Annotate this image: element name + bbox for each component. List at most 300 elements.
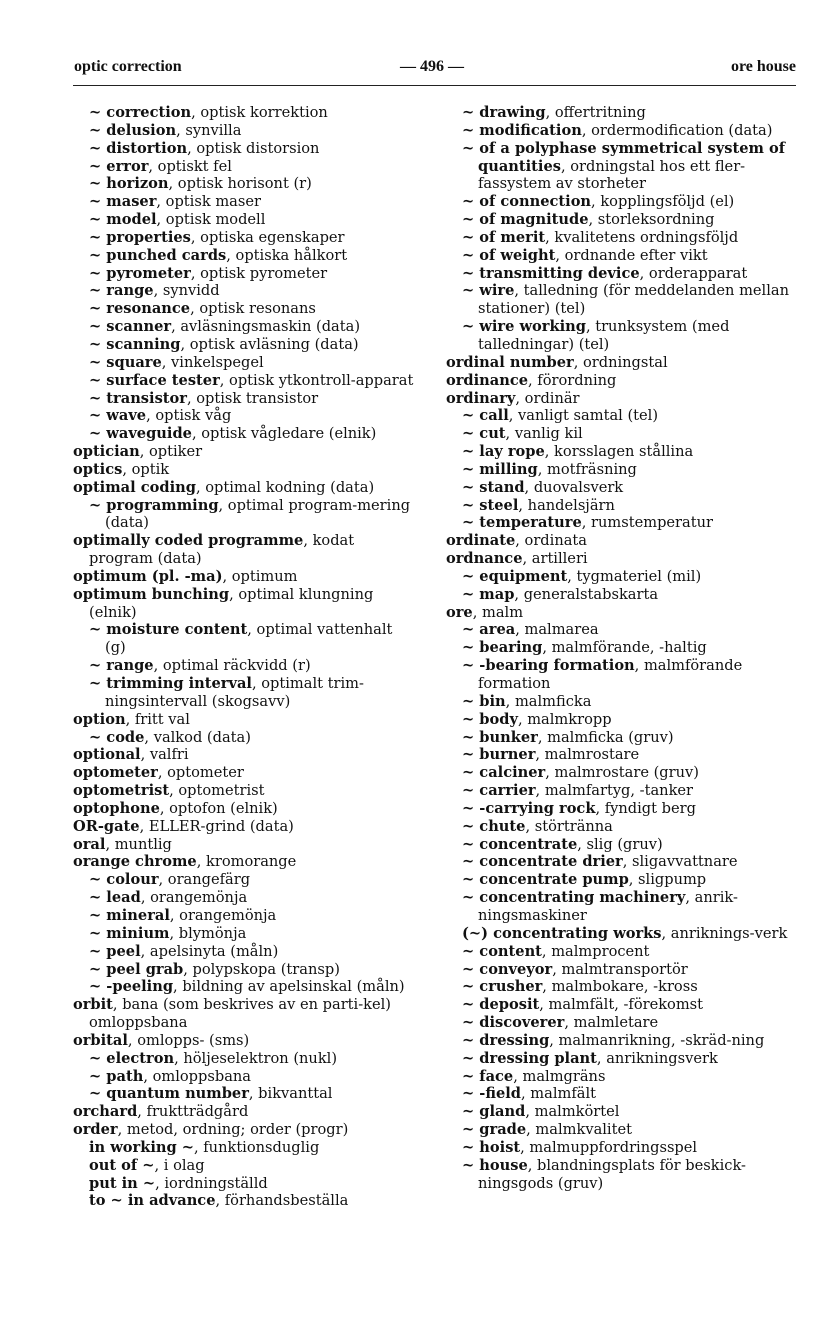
- entry-translation: , muntlig: [105, 835, 172, 853]
- sub-entry: [73, 1085, 413, 1103]
- entry-translation: , optofon (elnik): [159, 799, 278, 817]
- entry-term: ~ gland: [462, 1103, 526, 1121]
- sub-entry: [446, 514, 798, 532]
- entry-translation: , anrik-ningsmaskiner: [478, 889, 738, 924]
- entry-term: ~ trimming interval: [89, 675, 252, 692]
- entry-term: ~ face: [462, 1067, 514, 1085]
- entry-translation: , optisk transistor: [186, 389, 319, 407]
- entry-translation: , optimum: [222, 567, 298, 585]
- entry-term: ~ pyrometer: [89, 264, 191, 282]
- entry-term: ~ concentrate drier: [462, 853, 623, 871]
- entry-translation: , malmrostare: [535, 746, 640, 764]
- entry-term: ~ bunker: [462, 728, 538, 746]
- sub-entry: [73, 336, 413, 354]
- entry-term: ~ call: [462, 407, 509, 425]
- entry-translation: , talledning (för meddelanden mellan stationer) (tel): [478, 282, 789, 318]
- entry-translation: , avläsningsmaskin (data): [171, 318, 361, 336]
- sub-entry: [73, 229, 413, 247]
- left-column: [73, 104, 413, 1210]
- entry-term: ore: [446, 603, 473, 621]
- entry-translation: , vinkelspegel: [161, 353, 264, 371]
- sub-entry: [446, 265, 798, 283]
- sub-entry: [446, 479, 798, 497]
- entry-term: ~ concentrate: [462, 835, 578, 853]
- headword-entry: [73, 461, 413, 479]
- headword-entry: [446, 604, 798, 622]
- sub-entry: [446, 764, 798, 782]
- entry-translation: , omloppsbana: [143, 1067, 251, 1085]
- sub-entry: [446, 1085, 798, 1103]
- entry-translation: , trunksystem (med talledningar) (tel): [478, 318, 730, 353]
- entry-translation: , fruktträdgård: [137, 1103, 249, 1121]
- sub-entry: [446, 461, 798, 479]
- entry-translation: , malmfartyg, -tanker: [535, 782, 694, 800]
- sub-entry: [73, 211, 413, 229]
- entry-translation: , tygmateriel (mil): [567, 567, 702, 585]
- entry-term: orange chrome: [73, 853, 197, 871]
- entry-term: ~ burner: [462, 746, 536, 764]
- entry-term: in working ~: [89, 1138, 194, 1156]
- entry-term: ~ equipment: [462, 567, 568, 585]
- entry-translation: , malmkropp: [517, 710, 612, 728]
- entry-term: ~ drawing: [462, 104, 546, 121]
- entry-term: ~ grade: [462, 1121, 527, 1139]
- entry-translation: , optimalt trim-ningsintervall (skogsavv): [105, 675, 364, 710]
- entry-term: optimal coding: [73, 478, 196, 496]
- entry-translation: , iordningställd: [155, 1174, 268, 1192]
- header-last-entry: ore house: [730, 58, 796, 75]
- entry-term: ~ quantum number: [89, 1085, 249, 1103]
- entry-translation: , förhandsbeställa: [215, 1192, 349, 1210]
- entry-translation: , optisk maser: [156, 193, 261, 211]
- sub-entry: [446, 853, 798, 871]
- sub-entry: [73, 943, 413, 961]
- headword-entry: [73, 1121, 413, 1139]
- entry-translation: , optiska hålkort: [226, 246, 348, 264]
- entry-term: ~ code: [89, 728, 145, 746]
- entry-translation: , optiker: [139, 443, 203, 461]
- sub-entry: [73, 675, 413, 711]
- entry-term: ~ wave: [89, 407, 147, 425]
- sub-entry: [446, 996, 798, 1014]
- entry-term: ~ mineral: [89, 906, 170, 924]
- entry-translation: , generalstabskarta: [514, 585, 659, 603]
- entry-term: option: [73, 710, 126, 728]
- sub-entry: [446, 818, 798, 836]
- entry-translation: , ordermodification (data): [581, 121, 773, 139]
- entry-translation: , optiskt fel: [148, 157, 232, 175]
- entry-term: ordnance: [446, 550, 523, 568]
- entry-translation: , malmtransportör: [552, 960, 688, 978]
- entry-term: ~ punched cards: [89, 246, 227, 264]
- entry-translation: , malmförande formation: [478, 657, 743, 692]
- entry-translation: , bana (som beskrives av en parti-kel) omloppsbana: [89, 996, 391, 1032]
- headword-entry: [73, 1032, 413, 1050]
- entry-term: ~ -peeling: [89, 978, 174, 996]
- entry-term: optophone: [73, 799, 160, 817]
- entry-term: ~ minium: [89, 924, 170, 942]
- sub-entry: [446, 657, 798, 693]
- entry-translation: , malm: [472, 603, 524, 621]
- entry-term: ~ distortion: [89, 139, 188, 157]
- entry-term: ~ moisture content: [89, 621, 248, 639]
- entry-translation: , blandningsplats för beskick-ningsgods (gruv): [478, 1156, 746, 1192]
- entry-term: OR-gate: [73, 817, 140, 835]
- headword-entry: [73, 532, 413, 568]
- headword-entry: [73, 818, 413, 836]
- entry-term: orbital: [73, 1031, 128, 1049]
- entry-term: ~ wire working: [462, 318, 586, 336]
- entry-translation: , optisk pyrometer: [190, 264, 328, 282]
- entry-translation: , bildning av apelsinskal (måln): [173, 978, 405, 996]
- right-column: [446, 104, 798, 1192]
- headword-entry: [446, 372, 798, 390]
- headword-entry: [446, 354, 798, 372]
- entry-translation: , optimal kodning (data): [195, 478, 375, 496]
- headword-entry: [73, 782, 413, 800]
- entry-translation: , optisk våg: [146, 407, 232, 425]
- headword-entry: [73, 443, 413, 461]
- sub-entry: [446, 1121, 798, 1139]
- entry-translation: , malmkörtel: [525, 1103, 620, 1121]
- entry-translation: , fritt val: [125, 710, 190, 728]
- entry-term: ~ of connection: [462, 193, 592, 211]
- entry-term: ~ carrier: [462, 782, 536, 800]
- sub-entry: [73, 907, 413, 925]
- entry-term: ~ waveguide: [89, 425, 192, 443]
- entry-translation: , optimal klungning (elnik): [89, 585, 374, 621]
- sub-entry: [446, 211, 798, 229]
- entry-term: ~ lay rope: [462, 443, 545, 461]
- sub-entry: [73, 372, 413, 390]
- headword-entry: [73, 1103, 413, 1121]
- sub-entry: [73, 1068, 413, 1086]
- entry-translation: , malmprocent: [541, 942, 650, 960]
- sub-entry: [73, 140, 413, 158]
- entry-term: ~ concentrating machinery: [462, 889, 686, 907]
- entry-translation: , apelsinyta (måln): [140, 942, 279, 960]
- entry-translation: , polypskopa (transp): [183, 960, 340, 978]
- sub-entry: [73, 407, 413, 425]
- entry-term: optimally coded programme: [73, 532, 304, 550]
- entry-translation: , höljeselektron (nukl): [174, 1049, 338, 1067]
- entry-term: ~ modification: [462, 121, 582, 139]
- entry-translation: , valfri: [140, 746, 189, 764]
- entry-term: put in ~: [89, 1174, 156, 1192]
- entry-translation: , valkod (data): [144, 728, 251, 746]
- sub-entry: [73, 621, 413, 657]
- sub-entry: [73, 354, 413, 372]
- entry-translation: , synvidd: [153, 282, 220, 300]
- headword-entry: [73, 479, 413, 497]
- entry-term: ~ maser: [89, 193, 157, 211]
- entry-term: ~ area: [462, 621, 516, 639]
- entry-term: ~ lead: [89, 889, 141, 907]
- entry-translation: , malmbokare, -kross: [542, 978, 698, 996]
- entry-term: ~ peel grab: [89, 960, 184, 978]
- entry-term: ~ dressing: [462, 1031, 550, 1049]
- headword-entry: [73, 800, 413, 818]
- sub-entry: [446, 407, 798, 425]
- entry-term: to ~ in advance: [89, 1192, 216, 1210]
- sub-entry: [446, 871, 798, 889]
- sub-entry: [446, 1014, 798, 1032]
- entry-translation: , offertritning: [545, 104, 646, 121]
- entry-term: ~ correction: [89, 104, 192, 121]
- sub-entry: [446, 1139, 798, 1157]
- entry-term: (~) concentrating works: [462, 924, 662, 942]
- sub-entry: [73, 247, 413, 265]
- entry-term: ~ concentrate pump: [462, 871, 629, 889]
- sub-entry: [73, 122, 413, 140]
- entry-translation: , blymönja: [169, 924, 247, 942]
- entry-term: ~ range: [89, 657, 154, 675]
- entry-translation: , malmficka: [505, 692, 592, 710]
- entry-translation: , optisk modell: [156, 211, 266, 229]
- entry-translation: , kromorange: [196, 853, 297, 871]
- sub-entry: [446, 961, 798, 979]
- sub-entry: [446, 925, 798, 943]
- entry-translation: , malmfält, -förekomst: [539, 996, 704, 1014]
- sub-entry: [73, 1192, 413, 1210]
- entry-term: ~ scanner: [89, 318, 172, 336]
- entry-translation: , synvilla: [176, 121, 242, 139]
- header-rule: [73, 85, 796, 86]
- headword-entry: [73, 853, 413, 871]
- sub-entry: [446, 140, 798, 194]
- sub-entry: [446, 443, 798, 461]
- entry-translation: , ordinata: [515, 532, 587, 550]
- entry-translation: , omlopps- (sms): [127, 1031, 250, 1049]
- entry-translation: , ordningstal: [573, 353, 668, 371]
- sub-entry: [446, 282, 798, 318]
- sub-entry: [73, 871, 413, 889]
- sub-entry: [73, 300, 413, 318]
- headword-entry: [73, 568, 413, 586]
- entry-term: ~ -field: [462, 1085, 522, 1103]
- entry-term: ~ colour: [89, 871, 159, 889]
- entry-translation: , ordinär: [515, 389, 580, 407]
- sub-entry: [446, 836, 798, 854]
- entry-term: oral: [73, 835, 106, 853]
- sub-entry: [446, 318, 798, 354]
- entry-term: ~ body: [462, 710, 518, 728]
- entry-term: orbit: [73, 996, 113, 1014]
- sub-entry: [73, 175, 413, 193]
- entry-term: ~ chute: [462, 817, 526, 835]
- sub-entry: [446, 247, 798, 265]
- entry-translation: , motfräsning: [537, 460, 637, 478]
- sub-entry: [73, 265, 413, 283]
- sub-entry: [446, 1050, 798, 1068]
- entry-term: ~ transistor: [89, 389, 187, 407]
- entry-translation: , funktionsduglig: [194, 1138, 320, 1156]
- sub-entry: [73, 1157, 413, 1175]
- headword-entry: [73, 711, 413, 729]
- entry-term: ~ content: [462, 942, 542, 960]
- entry-term: ~ horizon: [89, 175, 169, 193]
- entry-translation: , kvalitetens ordningsföljd: [545, 228, 739, 246]
- entry-translation: , malmförande, -haltig: [542, 639, 707, 657]
- entry-term: ~ path: [89, 1067, 144, 1085]
- entry-term: ~ scanning: [89, 335, 181, 353]
- sub-entry: [73, 282, 413, 300]
- sub-entry: [73, 961, 413, 979]
- sub-entry: [73, 390, 413, 408]
- entry-translation: , optisk ytkontroll-apparat: [219, 371, 414, 389]
- entry-translation: , optisk horisont (r): [168, 175, 312, 193]
- entry-term: ~ wire: [462, 282, 515, 300]
- entry-term: ~ crusher: [462, 978, 543, 996]
- running-header: [74, 58, 796, 80]
- entry-translation: , orangemönja: [140, 889, 248, 907]
- entry-translation: , malmrostare (gruv): [545, 764, 699, 782]
- entry-translation: , optisk avläsning (data): [180, 335, 359, 353]
- entry-translation: , malmuppfordringsspel: [520, 1138, 698, 1156]
- entry-translation: , kopplingsföljd (el): [591, 193, 735, 211]
- entry-term: ~ surface tester: [89, 371, 220, 389]
- entry-term: ~ delusion: [89, 121, 177, 139]
- entry-translation: , malmgräns: [513, 1067, 606, 1085]
- page-number: — 496 —: [400, 58, 464, 75]
- headword-entry: [446, 532, 798, 550]
- entry-term: order: [73, 1121, 118, 1139]
- entry-term: ordinary: [446, 389, 516, 407]
- entry-translation: , vanligt samtal (tel): [508, 407, 659, 425]
- entry-translation: , korsslagen stållina: [544, 443, 694, 461]
- entry-translation: , optometer: [157, 764, 244, 782]
- entry-translation: , ELLER-grind (data): [139, 817, 294, 835]
- entry-term: ~ -carrying rock: [462, 799, 596, 817]
- sub-entry: [446, 1103, 798, 1121]
- entry-term: ~ hoist: [462, 1138, 521, 1156]
- sub-entry: [446, 568, 798, 586]
- entry-term: ~ electron: [89, 1049, 175, 1067]
- entry-term: ~ of merit: [462, 228, 546, 246]
- entry-term: ~ cut: [462, 425, 506, 443]
- entry-term: ~ peel: [89, 942, 141, 960]
- header-first-entry: optic correction: [74, 58, 182, 75]
- entry-translation: , malmkvalitet: [526, 1121, 632, 1139]
- entry-term: ~ error: [89, 157, 149, 175]
- entry-translation: , anrikningsverk: [596, 1049, 718, 1067]
- entry-translation: , artilleri: [522, 550, 588, 568]
- entry-translation: , optiska egenskaper: [190, 228, 345, 246]
- entry-translation: , optimal räckvidd (r): [153, 657, 311, 675]
- entry-term: ~ properties: [89, 228, 191, 246]
- entry-translation: , optimal program-mering (data): [105, 496, 411, 532]
- entry-term: out of ~: [89, 1156, 155, 1174]
- sub-entry: [73, 497, 413, 533]
- sub-entry: [446, 800, 798, 818]
- entry-term: ~ resonance: [89, 300, 191, 318]
- entry-term: ~ bin: [462, 692, 506, 710]
- entry-term: ~ temperature: [462, 514, 582, 532]
- entry-term: ~ bearing: [462, 639, 543, 657]
- entry-translation: , i olag: [154, 1156, 205, 1174]
- sub-entry: [73, 104, 413, 122]
- sub-entry: [73, 978, 413, 996]
- entry-translation: , vanlig kil: [505, 425, 583, 443]
- entry-translation: , fyndigt berg: [595, 799, 696, 817]
- entry-term: ~ range: [89, 282, 154, 300]
- sub-entry: [446, 889, 798, 925]
- sub-entry: [446, 1068, 798, 1086]
- headword-entry: [73, 746, 413, 764]
- entry-term: ~ transmitting device: [462, 264, 640, 282]
- sub-entry: [446, 693, 798, 711]
- entry-translation: , bikvanttal: [248, 1085, 333, 1103]
- entry-translation: , kodat program (data): [89, 532, 355, 568]
- sub-entry: [446, 639, 798, 657]
- sub-entry: [446, 729, 798, 747]
- sub-entry: [73, 425, 413, 443]
- sub-entry: [446, 943, 798, 961]
- entry-translation: , malmfält: [521, 1085, 596, 1103]
- entry-term: optics: [73, 460, 123, 478]
- sub-entry: [446, 122, 798, 140]
- entry-translation: , malmletare: [564, 1014, 659, 1032]
- sub-entry: [446, 1157, 798, 1193]
- entry-translation: , handelsjärn: [518, 496, 615, 514]
- entry-term: ~ milling: [462, 460, 538, 478]
- entry-term: ~ -bearing formation: [462, 657, 635, 675]
- entry-translation: , orangemönja: [169, 906, 277, 924]
- entry-term: ~ programming: [89, 496, 219, 514]
- sub-entry: [446, 104, 798, 122]
- entry-term: ordinal number: [446, 353, 574, 371]
- entry-translation: , sligpump: [628, 871, 707, 889]
- sub-entry: [73, 1175, 413, 1193]
- entry-term: optimum (pl. -ma): [73, 567, 223, 585]
- sub-entry: [73, 657, 413, 675]
- entry-translation: , slig (gruv): [577, 835, 663, 853]
- entry-term: optometrist: [73, 782, 170, 800]
- entry-translation: , optimal vattenhalt (g): [105, 621, 393, 657]
- entry-translation: , malmficka (gruv): [537, 728, 674, 746]
- sub-entry: [446, 229, 798, 247]
- entry-translation: , ordningstal hos ett fler-fassystem av storheter: [478, 157, 746, 193]
- headword-entry: [446, 550, 798, 568]
- entry-term: ~ map: [462, 585, 515, 603]
- sub-entry: [446, 425, 798, 443]
- entry-term: ~ stand: [462, 478, 525, 496]
- sub-entry: [73, 193, 413, 211]
- entry-term: ~ model: [89, 211, 157, 229]
- entry-translation: , malmarea: [515, 621, 599, 639]
- entry-translation: , orangefärg: [158, 871, 251, 889]
- entry-translation: , malmanrikning, -skräd-ning: [549, 1031, 765, 1049]
- entry-translation: , optisk korrektion: [191, 104, 328, 121]
- entry-translation: , störtränna: [525, 817, 613, 835]
- sub-entry: [446, 621, 798, 639]
- sub-entry: [73, 1050, 413, 1068]
- entry-term: optional: [73, 746, 141, 764]
- sub-entry: [73, 889, 413, 907]
- headword-entry: [73, 586, 413, 622]
- entry-term: ~ deposit: [462, 996, 540, 1014]
- headword-entry: [73, 996, 413, 1032]
- entry-translation: , ordnande efter vikt: [555, 246, 708, 264]
- entry-term: ~ house: [462, 1156, 528, 1174]
- entry-translation: , förordning: [528, 371, 617, 389]
- entry-term: ~ calciner: [462, 764, 546, 782]
- entry-term: ordinance: [446, 371, 529, 389]
- entry-translation: , duovalsverk: [524, 478, 624, 496]
- entry-translation: , anriknings-verk: [661, 924, 788, 942]
- sub-entry: [73, 729, 413, 747]
- sub-entry: [446, 978, 798, 996]
